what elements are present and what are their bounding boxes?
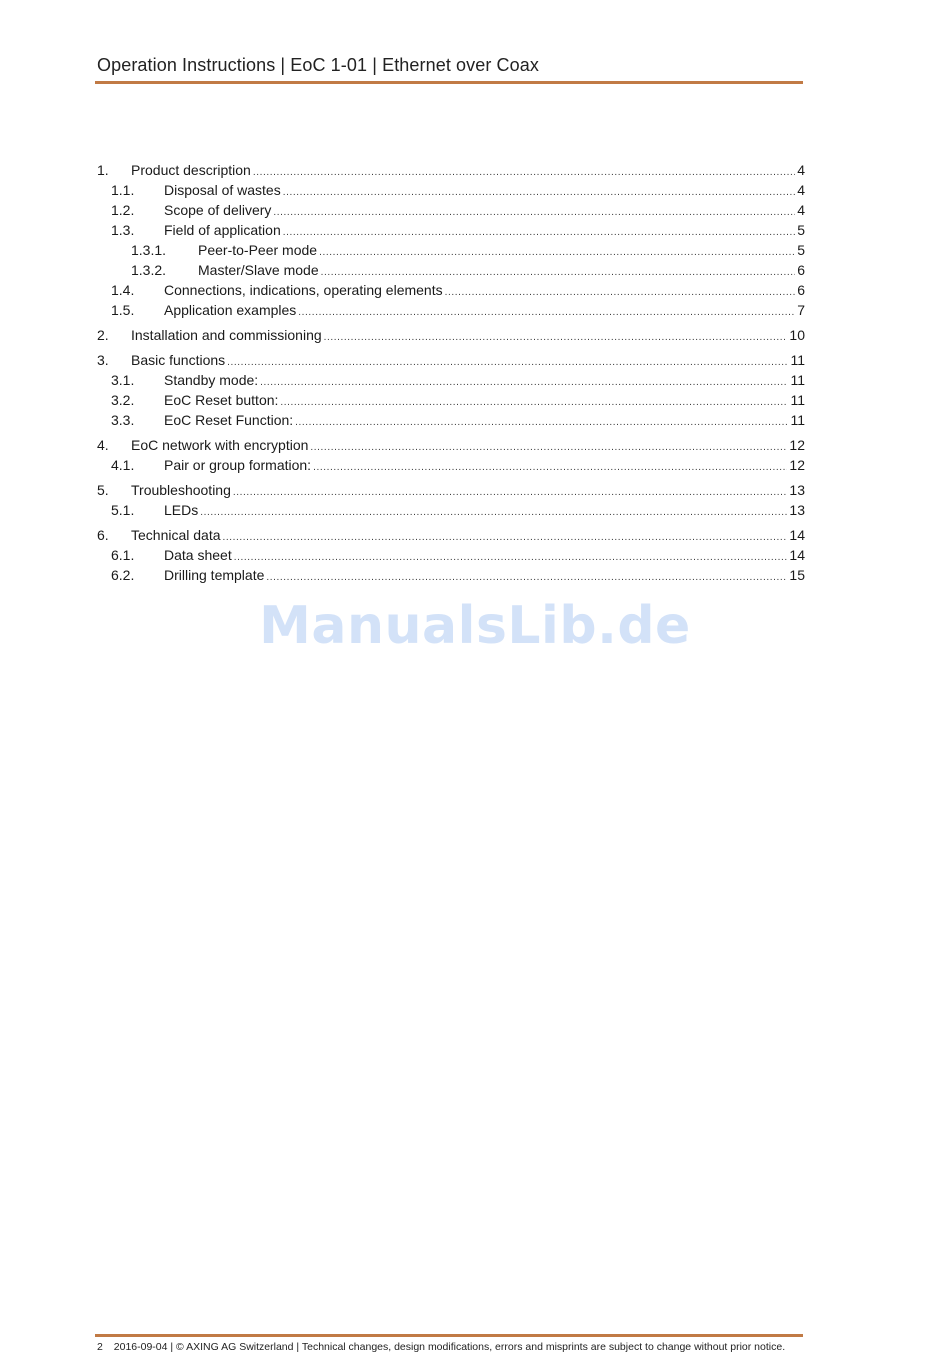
toc-entry-page: 15 — [789, 567, 805, 583]
toc-dot-leader — [445, 280, 796, 300]
toc-dot-leader — [260, 370, 788, 390]
toc-entry-page: 6 — [797, 282, 805, 298]
toc-entry-page: 13 — [789, 502, 805, 518]
toc-entry-title: Application examples — [164, 302, 297, 318]
toc-entry-page: 12 — [789, 437, 805, 453]
document-header-title: Operation Instructions | EoC 1-01 | Ethernet over Coax — [97, 55, 539, 75]
toc-dot-leader — [234, 545, 788, 565]
toc-entry-page: 12 — [789, 457, 805, 473]
toc-entry-number: 5. — [97, 482, 109, 498]
toc-entry-number: 3.3. — [111, 412, 135, 428]
toc-dot-leader — [319, 240, 795, 260]
toc-entry-number: 1.1. — [111, 182, 135, 198]
footer-divider — [95, 1334, 803, 1337]
toc-entry[interactable] — [97, 480, 805, 500]
toc-entry-title: Troubleshooting — [131, 482, 231, 498]
toc-entry[interactable] — [97, 500, 805, 520]
toc-entry[interactable] — [97, 180, 805, 200]
toc-entry-page: 11 — [790, 412, 805, 428]
toc-entry-title: EoC network with encryption — [131, 437, 309, 453]
toc-entry-number: 3.2. — [111, 392, 135, 408]
toc-entry-page: 11 — [790, 392, 805, 408]
toc-dot-leader — [253, 160, 795, 180]
toc-entry-title: Pair or group formation: — [164, 457, 312, 473]
toc-entry[interactable] — [97, 350, 805, 370]
toc-dot-leader — [273, 200, 795, 220]
toc-entry-title: Disposal of wastes — [164, 182, 281, 198]
toc-dot-leader — [227, 350, 788, 370]
toc-entry-number: 4.1. — [111, 457, 135, 473]
toc-dot-leader — [266, 565, 787, 585]
toc-entry-title: Field of application — [164, 222, 281, 238]
toc-entry-title: LEDs — [164, 502, 199, 518]
toc-dot-leader — [200, 500, 787, 520]
toc-entry[interactable] — [97, 435, 805, 455]
toc-entry-title: Technical data — [131, 527, 221, 543]
toc-entry[interactable] — [97, 390, 805, 410]
toc-entry[interactable] — [97, 220, 805, 240]
toc-entry[interactable] — [97, 240, 805, 260]
toc-entry-number: 6. — [97, 527, 109, 543]
toc-entry-page: 10 — [789, 327, 805, 343]
toc-dot-leader — [223, 525, 788, 545]
toc-dot-leader — [313, 455, 787, 475]
toc-entry-number: 5.1. — [111, 502, 135, 518]
footer-page-number: 2 — [97, 1341, 103, 1353]
toc-entry-title: Scope of delivery — [164, 202, 272, 218]
toc-dot-leader — [280, 390, 788, 410]
toc-entry-page: 5 — [797, 222, 805, 238]
toc-entry[interactable] — [97, 280, 805, 300]
toc-entry-number: 1.4. — [111, 282, 135, 298]
toc-entry-number: 1.3. — [111, 222, 135, 238]
toc-entry-page: 6 — [797, 262, 805, 278]
toc-dot-leader — [310, 435, 787, 455]
toc-entry-number: 6.1. — [111, 547, 135, 563]
footer — [97, 1341, 785, 1353]
toc-entry-page: 11 — [790, 352, 805, 368]
toc-dot-leader — [324, 325, 788, 345]
toc-entry[interactable] — [97, 525, 805, 545]
toc-entry-title: Standby mode: — [164, 372, 259, 388]
toc-entry-title: Data sheet — [164, 547, 232, 563]
toc-entry-number: 3. — [97, 352, 109, 368]
toc-entry-title: Drilling template — [164, 567, 265, 583]
toc-entry-title: Peer-to-Peer mode — [198, 242, 318, 258]
toc-entry-page: 4 — [797, 202, 805, 218]
toc-dot-leader — [321, 260, 796, 280]
toc-dot-leader — [283, 220, 795, 240]
toc-entry-number: 1. — [97, 162, 109, 178]
toc-entry-title: EoC Reset button: — [164, 392, 279, 408]
toc-dot-leader — [283, 180, 795, 200]
toc-entry-title: EoC Reset Function: — [164, 412, 294, 428]
toc-entry[interactable] — [97, 370, 805, 390]
toc-entry-number: 3.1. — [111, 372, 135, 388]
toc-entry-title: Master/Slave mode — [198, 262, 319, 278]
toc-entry-title: Connections, indications, operating elements — [164, 282, 443, 298]
toc-entry-number: 1.3.2. — [131, 262, 167, 278]
toc-entry[interactable] — [97, 300, 805, 320]
toc-entry-title: Product description — [131, 162, 251, 178]
toc-entry[interactable] — [97, 160, 805, 180]
toc-entry-page: 13 — [789, 482, 805, 498]
toc-entry[interactable] — [97, 410, 805, 430]
toc-entry-number: 1.2. — [111, 202, 135, 218]
toc-entry-number: 4. — [97, 437, 109, 453]
table-of-contents — [97, 160, 805, 585]
toc-entry-page: 4 — [797, 182, 805, 198]
toc-dot-leader — [298, 300, 795, 320]
toc-entry-page: 14 — [789, 547, 805, 563]
toc-entry[interactable] — [97, 455, 805, 475]
toc-entry-page: 7 — [797, 302, 805, 318]
toc-entry[interactable] — [97, 545, 805, 565]
toc-entry-title: Basic functions — [131, 352, 226, 368]
toc-entry[interactable] — [97, 200, 805, 220]
toc-entry-page: 5 — [797, 242, 805, 258]
toc-dot-leader — [295, 410, 788, 430]
footer-notice: 2016-09-04 | © AXING AG Switzerland | Technical changes, design modifications, errors and misprints are subject to change without prior notice. — [113, 1341, 786, 1353]
header-divider — [95, 81, 803, 84]
toc-entry-number: 2. — [97, 327, 109, 343]
toc-entry[interactable] — [97, 325, 805, 345]
toc-entry-title: Installation and commissioning — [131, 327, 322, 343]
toc-entry[interactable] — [97, 565, 805, 585]
toc-entry-page: 4 — [797, 162, 805, 178]
toc-entry-page: 11 — [790, 372, 805, 388]
toc-dot-leader — [233, 480, 788, 500]
toc-entry-number: 1.3.1. — [131, 242, 167, 258]
toc-entry-page: 14 — [789, 527, 805, 543]
toc-entry[interactable] — [97, 260, 805, 280]
toc-entry-number: 6.2. — [111, 567, 135, 583]
watermark: ManualsLib.de — [259, 596, 691, 656]
toc-entry-number: 1.5. — [111, 302, 135, 318]
